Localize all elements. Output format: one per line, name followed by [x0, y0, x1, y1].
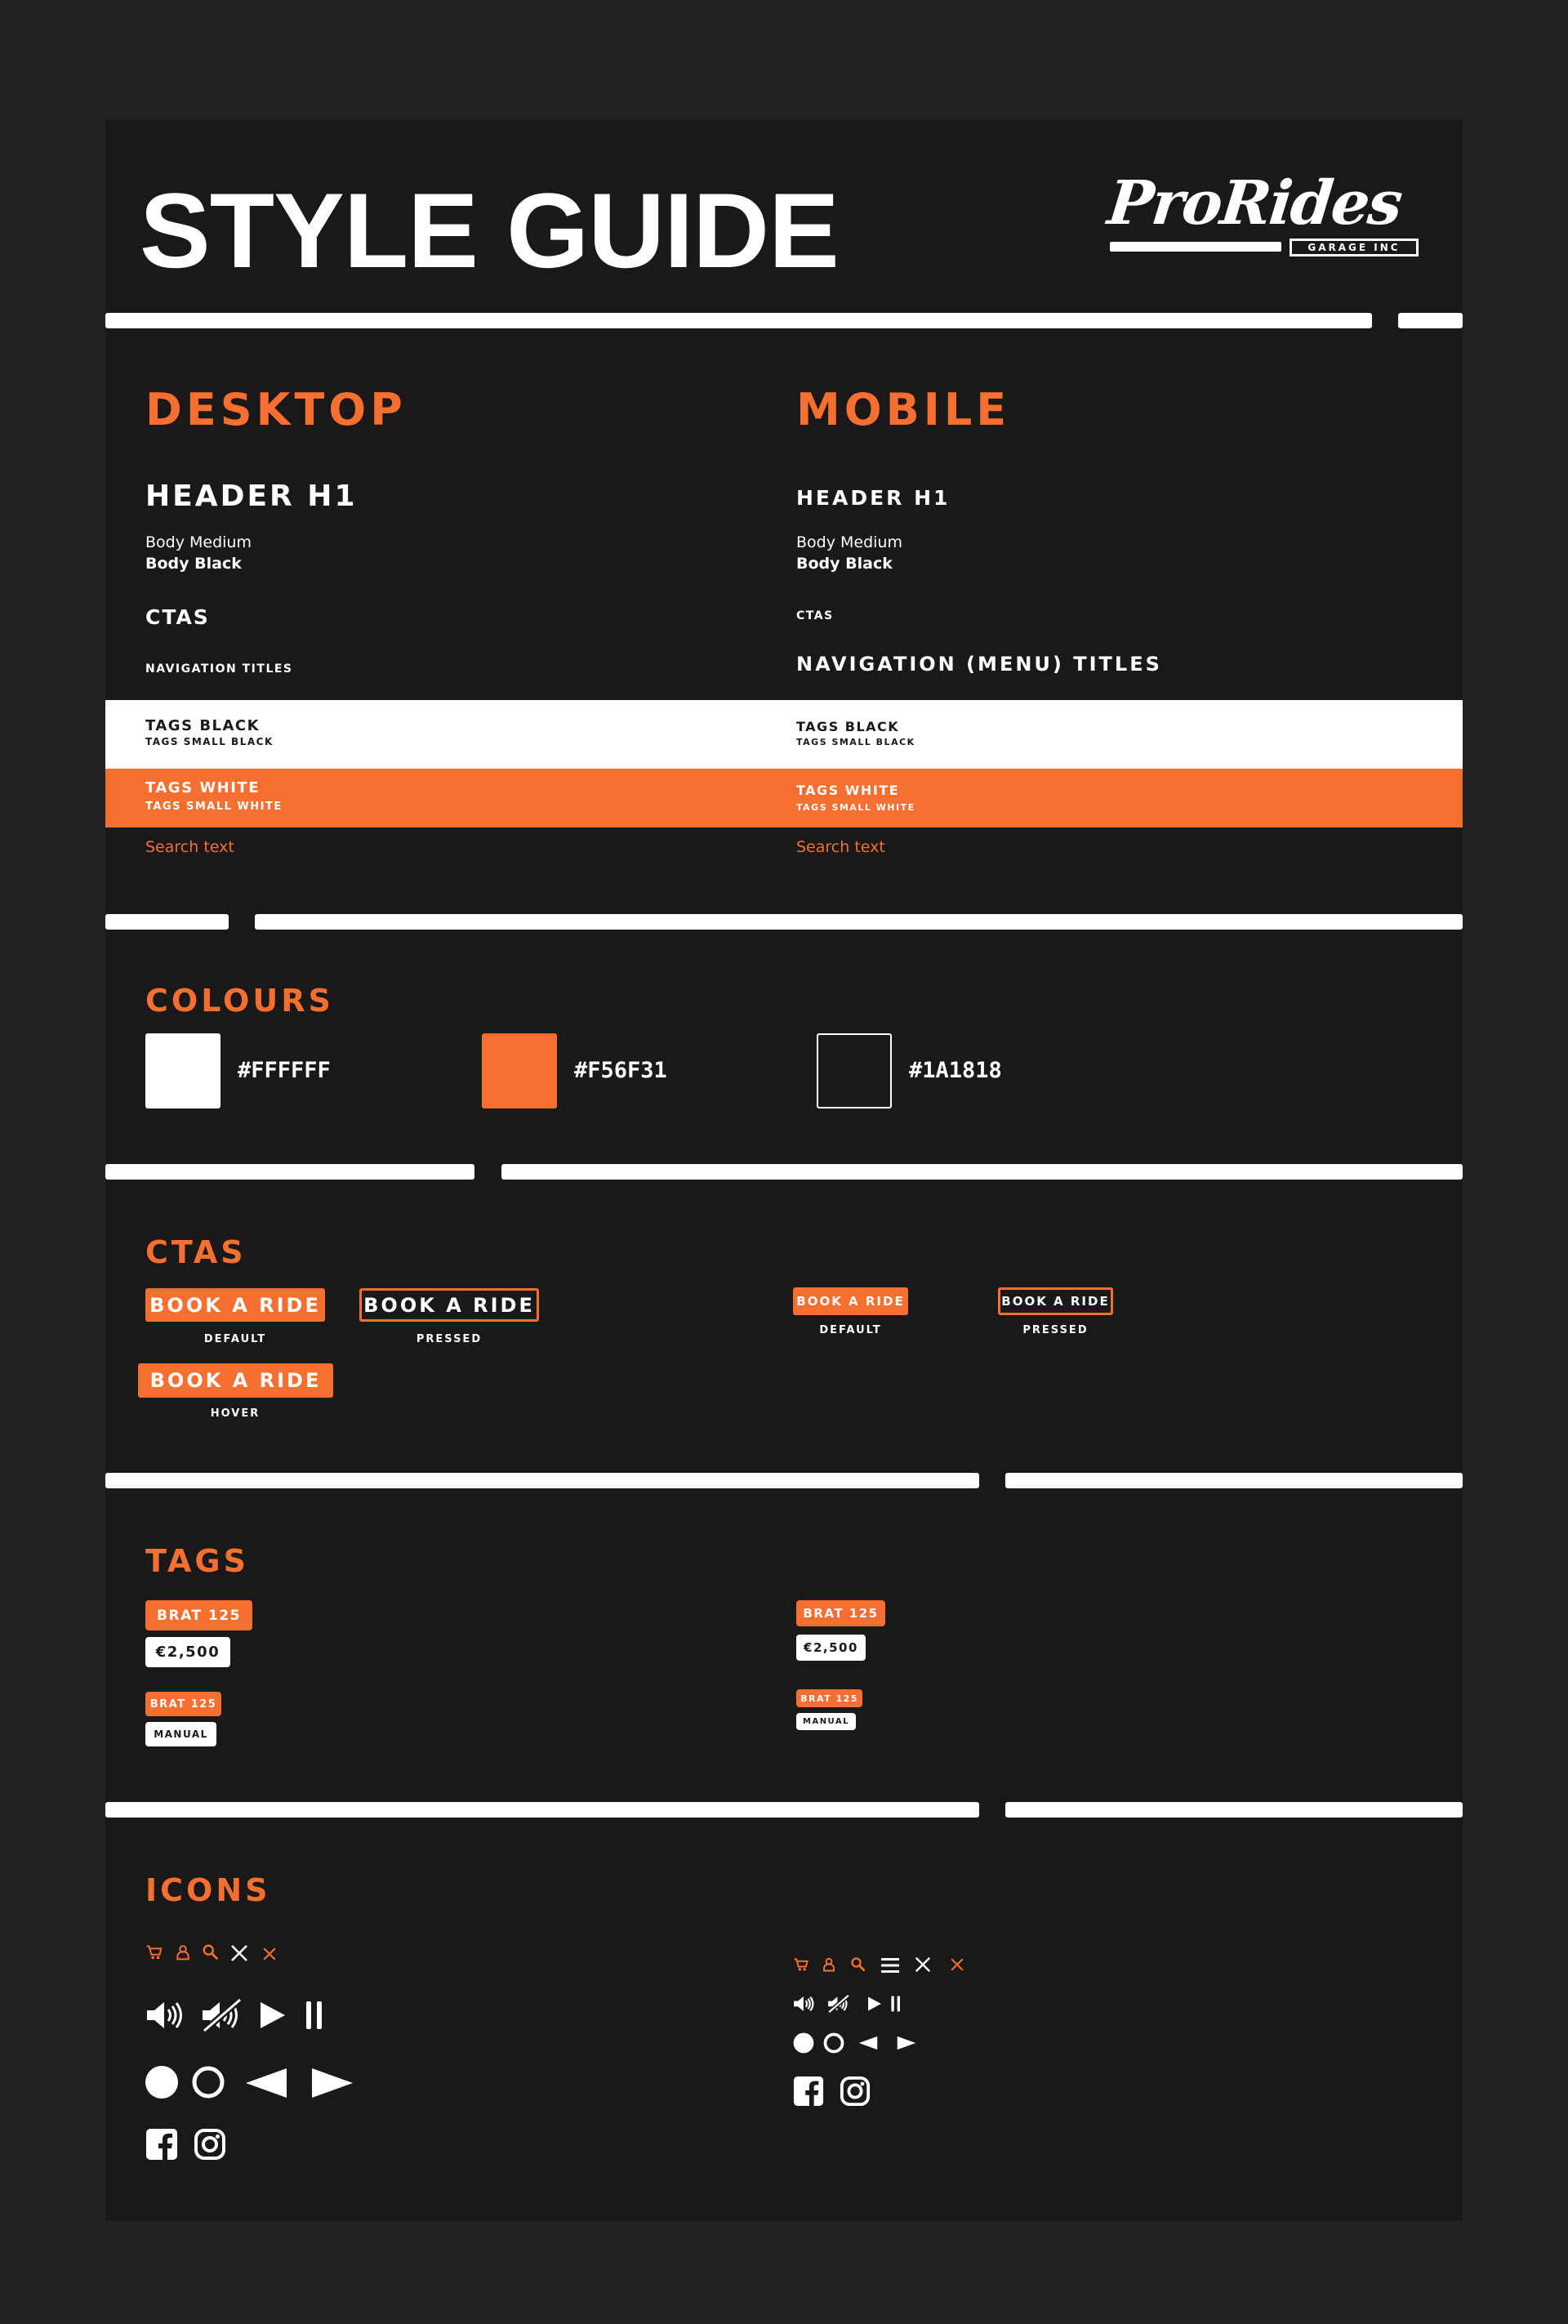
prorides-logo — [1104, 168, 1427, 263]
desktop-tags-small-white: TAGS SMALL WHITE — [145, 801, 283, 813]
desktop-tags-white: TAGS WHITE — [145, 779, 261, 796]
price-tag: €2,500 — [145, 1637, 230, 1667]
icons-title: ICONS — [145, 1872, 271, 1908]
mobile-tags-small-white: TAGS SMALL WHITE — [796, 802, 915, 813]
outline-circle-icon[interactable] — [191, 2065, 225, 2099]
divider-bar — [1398, 313, 1463, 328]
mobile-book-ride-button-default[interactable]: BOOK A RIDE — [793, 1287, 908, 1315]
desktop-header-h1: HEADER H1 — [145, 480, 358, 513]
state-caption: PRESSED — [416, 1333, 483, 1345]
tags-title: TAGS — [145, 1543, 249, 1579]
hex-label: #1A1818 — [909, 1058, 1002, 1083]
mobile-body-black: Body Black — [796, 555, 893, 573]
menu-icon[interactable] — [881, 1957, 899, 1974]
state-caption: DEFAULT — [819, 1324, 882, 1336]
divider-bar — [105, 313, 1372, 328]
tags-white-band — [105, 769, 1463, 827]
state-caption: DEFAULT — [203, 1333, 267, 1345]
play-icon[interactable] — [259, 2001, 287, 2030]
desktop-tags-small-black: TAGS SMALL BLACK — [145, 736, 274, 747]
arrow-right-icon[interactable] — [310, 2067, 354, 2099]
facebook-icon[interactable] — [145, 2128, 178, 2161]
mobile-ctas-label: CTAS — [796, 609, 834, 622]
mobile-body-medium: Body Medium — [796, 533, 902, 551]
arrow-left-icon[interactable] — [858, 2036, 879, 2050]
logo-underline — [1110, 242, 1281, 252]
desktop-body-black: Body Black — [145, 555, 242, 573]
pause-icon[interactable] — [890, 1996, 902, 2012]
arrow-left-icon[interactable] — [244, 2067, 288, 2099]
divider-bar — [1005, 1802, 1463, 1818]
mute-icon[interactable] — [201, 1998, 243, 2032]
close-icon[interactable] — [229, 1943, 249, 1963]
swatch-orange — [482, 1033, 557, 1108]
page-title: STYLE GUIDE — [140, 171, 839, 290]
divider-bar — [255, 914, 1463, 930]
instagram-icon[interactable] — [194, 2128, 226, 2161]
volume-icon[interactable] — [145, 2000, 186, 2031]
state-caption: HOVER — [210, 1407, 261, 1420]
swatch-white — [145, 1033, 220, 1108]
divider-bar — [105, 914, 229, 930]
book-ride-button-hover[interactable]: BOOK A RIDE — [138, 1363, 333, 1398]
divider-bar — [105, 1473, 979, 1488]
close-small-icon[interactable] — [950, 1957, 964, 1972]
mobile-tags-black: TAGS BLACK — [796, 719, 900, 734]
mobile-tags-small-black: TAGS SMALL BLACK — [796, 737, 915, 747]
pause-icon[interactable] — [305, 2001, 324, 2030]
mobile-nav-titles: NAVIGATION (MENU) TITLES — [796, 653, 1162, 676]
user-icon[interactable] — [822, 1956, 836, 1973]
divider-bar — [1005, 1473, 1463, 1488]
facebook-icon[interactable] — [793, 2076, 824, 2107]
arrow-right-icon[interactable] — [896, 2036, 917, 2050]
cart-icon[interactable] — [145, 1943, 163, 1961]
desktop-tags-black: TAGS BLACK — [145, 717, 261, 734]
mobile-tags-white: TAGS WHITE — [796, 783, 900, 798]
divider-bar — [105, 1164, 474, 1180]
desktop-body-medium: Body Medium — [145, 533, 252, 551]
filled-circle-icon[interactable] — [793, 2032, 814, 2054]
logo-subtitle: GARAGE INC — [1290, 239, 1419, 256]
hex-label: #F56F31 — [574, 1058, 667, 1083]
divider-bar — [501, 1164, 1463, 1180]
state-caption: PRESSED — [1022, 1324, 1089, 1336]
desktop-nav-titles: NAVIGATION TITLES — [145, 662, 293, 676]
mobile-model-tag: BRAT 125 — [796, 1600, 885, 1626]
mobile-header-h1: HEADER H1 — [796, 486, 951, 510]
close-small-icon[interactable] — [262, 1947, 277, 1961]
ctas-title: CTAS — [145, 1234, 247, 1270]
desktop-search-text: Search text — [145, 838, 234, 856]
desktop-title: DESKTOP — [145, 384, 407, 435]
mobile-model-tag-small: BRAT 125 — [796, 1689, 862, 1707]
model-tag-small: BRAT 125 — [145, 1692, 221, 1716]
divider-bar — [105, 1802, 979, 1818]
instagram-icon[interactable] — [840, 2076, 871, 2107]
search-icon[interactable] — [202, 1943, 220, 1961]
outline-circle-icon[interactable] — [823, 2032, 844, 2054]
mobile-transmission-tag-small: MANUAL — [796, 1713, 856, 1730]
colours-title: COLOURS — [145, 983, 334, 1019]
transmission-tag-small: MANUAL — [145, 1722, 216, 1746]
swatch-dark — [817, 1033, 892, 1108]
style-guide-sheet — [105, 120, 1463, 2221]
model-tag: BRAT 125 — [145, 1600, 252, 1630]
mobile-search-text: Search text — [796, 838, 885, 856]
filled-circle-icon[interactable] — [145, 2065, 179, 2099]
mobile-book-ride-button-pressed[interactable]: BOOK A RIDE — [998, 1287, 1113, 1315]
user-icon[interactable] — [175, 1943, 191, 1961]
logo-main-text: ProRides — [1104, 168, 1405, 239]
close-icon[interactable] — [914, 1956, 932, 1974]
mobile-title: MOBILE — [796, 384, 1011, 435]
book-ride-button-pressed[interactable]: BOOK A RIDE — [359, 1288, 539, 1322]
volume-icon[interactable] — [793, 1995, 816, 2013]
book-ride-button-default[interactable]: BOOK A RIDE — [145, 1288, 325, 1322]
play-icon[interactable] — [867, 1996, 882, 2012]
mobile-price-tag: €2,500 — [796, 1635, 866, 1661]
hex-label: #FFFFFF — [238, 1058, 331, 1083]
tags-black-band — [105, 700, 1463, 769]
cart-icon[interactable] — [793, 1956, 809, 1973]
mute-icon[interactable] — [827, 1994, 850, 2014]
search-icon[interactable] — [850, 1956, 866, 1973]
desktop-ctas-label: CTAS — [145, 605, 210, 629]
